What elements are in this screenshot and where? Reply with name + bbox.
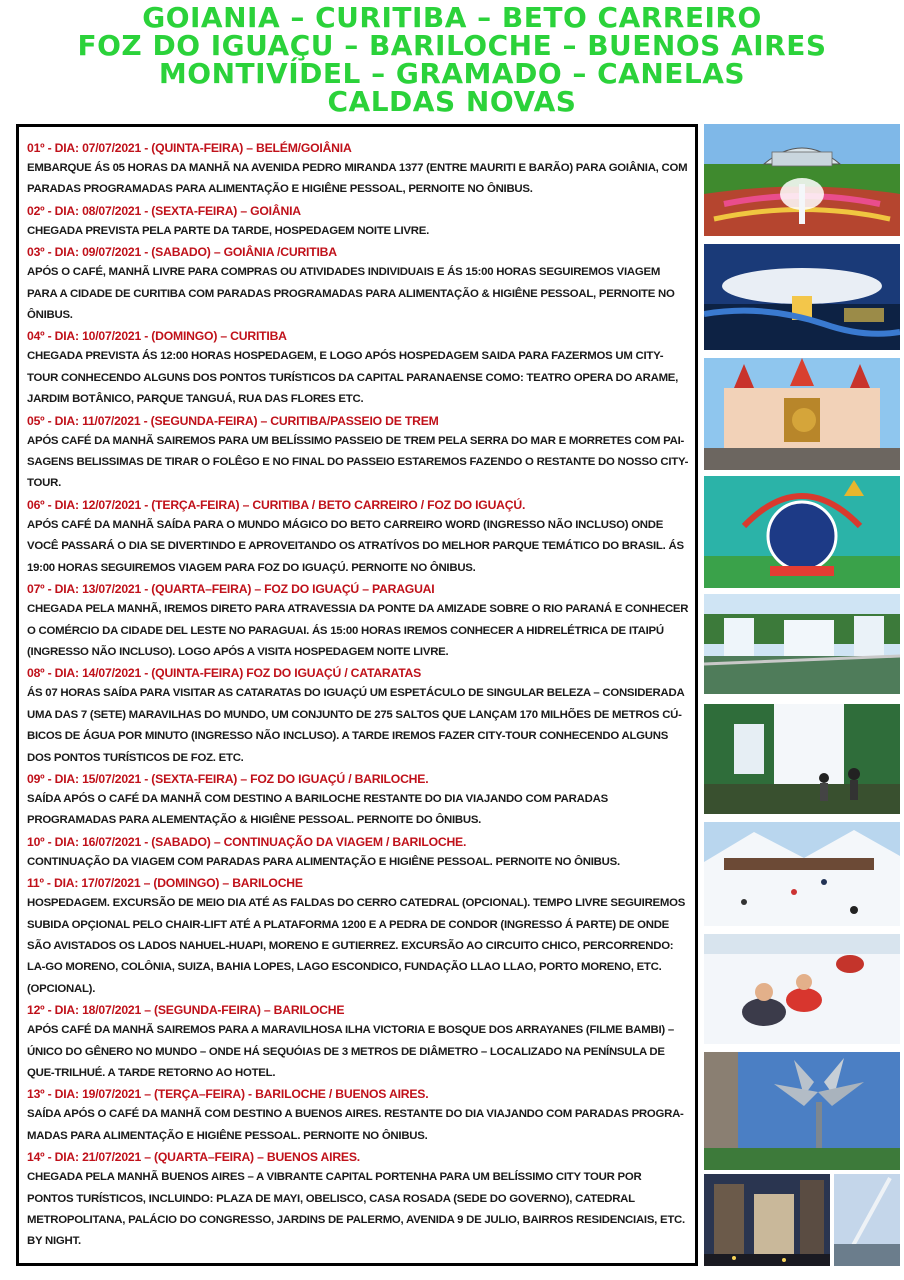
itinerary-list — [27, 138, 689, 1253]
day-description: EMBARQUE ÁS 05 HORAS DA MANHÃ NA AVENIDA PEDRO MIRANDA 1377 (ENTRE MAURITI E BARÃO) PARA GOIÂNIA, COM PARADAS PROGRAMADAS PARA ALIMENTAÇÃO E HIGIÊNE PESSOAL, PERNOITE NO ÔNIBUS. — [27, 162, 688, 196]
day-description: HOSPEDAGEM. EXCURSÃO DE MEIO DIA ATÉ AS FALDAS DO CERRO CATEDRAL (OPCIONAL). TEMPO LIVRE SEGUIREMOS SUBIDA OPÇIONAL PELO CHAIR-LIFT ATÉ A PLATAFORMA 1200 E A PEDRA DE CONDOR (INGRESSO Á PARTE) DE ONDE SÃO AVISTADOS OS LADOS NAHUEL-HUAPI, MORENO E GUTIERREZ. EXCURSÃO AO CIRCUITO CHICO, PERCORRENDO: LA-GO MORENO, COLÔNIA, SUIZA, BAHIA LOPES, LAGO ESCONDICO, FUNDAÇÃO LLAO LLAO, PORTO MORENO, ETC. (OPCIONAL). — [27, 897, 686, 995]
day-heading: 02º - DIA: 08/07/2021 - (SEXTA-FEIRA) – GOIÂNIA — [27, 203, 301, 218]
day-description: APÓS CAFÉ DA MANHÃ SAIREMOS PARA UM BELÍSSIMO PASSEIO DE TREM PELA SERRA DO MAR E MORRETES COM PAI-SAGENS BELISSIMAS DE TIRAR O FOLÊGO E NO FINAL DO PASSEIO ESTAREMOS FAZENDO O RESTANTE DO NOSSO CITY-TOUR. — [27, 434, 689, 490]
header-line: GOIANIA – CURITIBA – BETO CARREIRO — [142, 1, 762, 34]
day-description: APÓS CAFÉ DA MANHÃ SAIREMOS PARA A MARAVILHOSA ILHA VICTORIA E BOSQUE DOS ARRAYANES (FILME BAMBI) – ÚNICO DO GÊNERO NO MUNDO – ONDE HÁ SEQUÓIAS DE 3 METROS DE DIÂMETRO – LOCALIZADO NA PENÍNSULA DE QUE-TRILHUÉ. A TARDE RETORNO AO HOTEL. — [27, 1024, 674, 1079]
day-heading: 05º - DIA: 11/07/2021 - (SEGUNDA-FEIRA) – CURITIBA/PASSEIO DE TREM — [27, 413, 439, 428]
day-item — [27, 411, 689, 495]
day-item — [27, 1147, 689, 1253]
day-heading: 10º - DIA: 16/07/2021 - (SABADO) – CONTINUAÇÃO DA VIAGEM / BARILOCHE. — [27, 834, 467, 849]
day-description: ÁS 07 HORAS SAÍDA PARA VISITAR AS CATARATAS DO IGUAÇÚ UM ESPETÁCULO DE SINGULAR BELEZA – CONSIDERADA UMA DAS 7 (SETE) MARAVILHAS DO MUNDO, UM CONJUNTO DE 275 SALTOS QUE LANÇAM 170 MILHÕES DE METROS CÚ-BICOS DE ÁGUA POR MINUTO (INGRESSO NÃO INCLUSO). A TARDE IREMOS FAZER CITY-TOUR CONHECENDO ALGUNS DOS PONTOS TURÍSTICOS DE FOZ. ETC. — [27, 687, 684, 764]
day-description: CHEGADA PELA MANHÃ, IREMOS DIRETO PARA ATRAVESSIA DA PONTE DA AMIZADE SOBRE O RIO PARANÁ E CONHECER O COMÉRCIO DA CIDADE DEL LESTE NO PARAGUAI. ÁS 15:00 HORAS IREMOS CONHECER A HIDRELÉTRICA DE ITAIPÚ (INGRESSO NÃO INCLUSO). LOGO APÓS A VISITA HOSPEDAGEM NOITE LIVRE. — [27, 603, 689, 658]
day-heading: 13º - DIA: 19/07/2021 – (TERÇA–FEIRA) - BARILOCHE / BUENOS AIRES. — [27, 1087, 429, 1102]
photo-iguazu-falls — [704, 594, 900, 694]
day-heading: 04º - DIA: 10/07/2021 - (DOMINGO) – CURITIBA — [27, 329, 287, 344]
day-item — [27, 579, 689, 663]
day-item — [27, 769, 689, 832]
day-description: CHEGADA PELA MANHÃ BUENOS AIRES – A VIBRANTE CAPITAL PORTENHA PARA UM BELÍSSIMO CITY TOUR POR PONTOS TURÍSTICOS, INCLUINDO: PLAZA DE MAYI, OBELISCO, CASA ROSADA (SEDE DO GOVERNO), CATEDRAL METROPOLITANA, PALÁCIO DO CONGRESSO, JARDINS DE PALERMO, AVENIDA 9 DE JULIO, BAIRROS RESIDENCIAIS, ETC. BY NIGHT. — [27, 1171, 685, 1248]
day-heading: 03º - DIA: 09/07/2021 - (SABADO) – GOIÂNIA /CURITIBA — [27, 245, 337, 260]
photo-buenos-aires-street — [704, 1174, 830, 1266]
header-line: FOZ DO IGUAÇU – BARILOCHE – BUENOS AIRES — [77, 29, 827, 62]
itinerary-box — [16, 124, 698, 1266]
day-description: APÓS O CAFÉ, MANHÃ LIVRE PARA COMPRAS OU ATIVIDADES INDIVIDUAIS E ÁS 15:00 HORAS SEGUIREMOS VIAGEM PARA A CIDADE DE CURITIBA COM PARADAS PROGRAMADAS PARA ALIMENTAÇÃO & HIGIÊNE PESSOAL, PERNOITE NO ÔNIBUS. — [27, 266, 675, 322]
photo-curitiba-museum — [704, 244, 900, 350]
photo-kids-snow — [704, 934, 900, 1044]
day-heading: 12º - DIA: 18/07/2021 – (SEGUNDA-FEIRA) – BARILOCHE — [27, 1003, 345, 1018]
day-description: CHEGADA PREVISTA PELA PARTE DA TARDE, HOSPEDAGEM NOITE LIVRE. — [27, 224, 430, 237]
day-description: SAÍDA APÓS O CAFÉ DA MANHÃ COM DESTINO A BUENOS AIRES. RESTANTE DO DIA VIAJANDO COM PARADAS PROGRA-MADAS PARA ALIMENTAÇÃO E HIGIÊNE PESSOAL. PERNOITE NO ÔNIBUS. — [27, 1108, 684, 1142]
day-heading: 08º - DIA: 14/07/2021 - (QUINTA-FEIRA) FOZ DO IGUAÇÚ / CATARATAS — [27, 666, 422, 681]
day-description: CONTINUAÇÃO DA VIAGEM COM PARADAS PARA ALIMENTAÇÃO E HIGIÊNE PESSOAL. PERNOITE NO ÔNIBUS. — [27, 855, 620, 868]
photo-bridge — [834, 1174, 900, 1266]
day-heading: 11º - DIA: 17/07/2021 – (DOMINGO) – BARILOCHE — [27, 876, 303, 891]
day-description: SAÍDA APÓS O CAFÉ DA MANHÃ COM DESTINO A BARILOCHE RESTANTE DO DIA VIAJANDO COM PARADAS PROGRAMADAS PARA ALEMENTAÇÃO & HIGIÊNE PESSOAL. PERNOITE DO ÔNIBUS. — [27, 792, 608, 827]
day-item — [27, 1000, 689, 1084]
day-heading: 07º - DIA: 13/07/2021 - (QUARTA–FEIRA) – FOZ DO IGUAÇÚ – PARAGUAI — [27, 582, 435, 597]
day-item — [27, 873, 689, 1000]
day-item — [27, 832, 689, 873]
header-line: MONTIVÍDEL – GRAMADO – CANELAS — [158, 57, 746, 90]
day-item — [27, 1084, 689, 1147]
day-heading: 09º - DIA: 15/07/2021 - (SEXTA-FEIRA) – FOZ DO IGUAÇÚ / BARILOCHE. — [27, 771, 429, 786]
photo-beto-carrero-logo — [704, 476, 900, 588]
day-item — [27, 242, 689, 326]
photo-theme-park-castle — [704, 358, 900, 470]
day-item — [27, 138, 689, 201]
day-heading: 06º - DIA: 12/07/2021 - (TERÇA-FEIRA) – CURITIBA / BETO CARREIRO / FOZ DO IGUAÇÚ. — [27, 497, 526, 512]
header-line: CALDAS NOVAS — [327, 85, 577, 118]
day-item — [27, 326, 689, 410]
day-description: CHEGADA PREVISTA ÁS 12:00 HORAS HOSPEDAGEM, E LOGO APÓS HOSPEDAGEM SAIDA PARA FAZERMOS UM CITY-TOUR CONHECENDO ALGUNS DOS PONTOS TURÍSTICOS DA CAPITAL PARANAENSE COMO: TEATRO OPERA DO ARAME, JARDIM BOTÂNICO, PARQUE TANGUÁ, RUA DAS FLORES ETC. — [27, 350, 679, 406]
day-item — [27, 495, 689, 579]
day-description: APÓS CAFÉ DA MANHÃ SAÍDA PARA O MUNDO MÁGICO DO BETO CARREIRO WORD (INGRESSO NÃO INCLUSO) ONDE VOCÊ PASSARÁ O DIA SE DIVERTINDO E APROVEITANDO OS ATRATÍVOS DO MELHOR PARQUE TEMÁTICO DO BRASIL. ÁS 19:00 HORAS SEGUIREMOS VIAGEM PARA FOZ DO IGUAÇÚ. PERNOITE NO ÔNIBUS. — [27, 518, 684, 574]
photo-floralis-generica — [704, 1052, 900, 1170]
day-item — [27, 663, 689, 769]
photo-iguazu-viewpoint — [704, 704, 900, 814]
photo-botanical-garden — [704, 124, 900, 236]
day-heading: 01º - DIA: 07/07/2021 - (QUINTA-FEIRA) – BELÉM/GOIÂNIA — [27, 141, 352, 155]
day-item — [27, 201, 689, 242]
photo-ski-slope — [704, 822, 900, 926]
header-title — [0, 1, 904, 118]
day-heading: 14º - DIA: 21/07/2021 – (QUARTA–FEIRA) – BUENOS AIRES. — [27, 1150, 360, 1165]
